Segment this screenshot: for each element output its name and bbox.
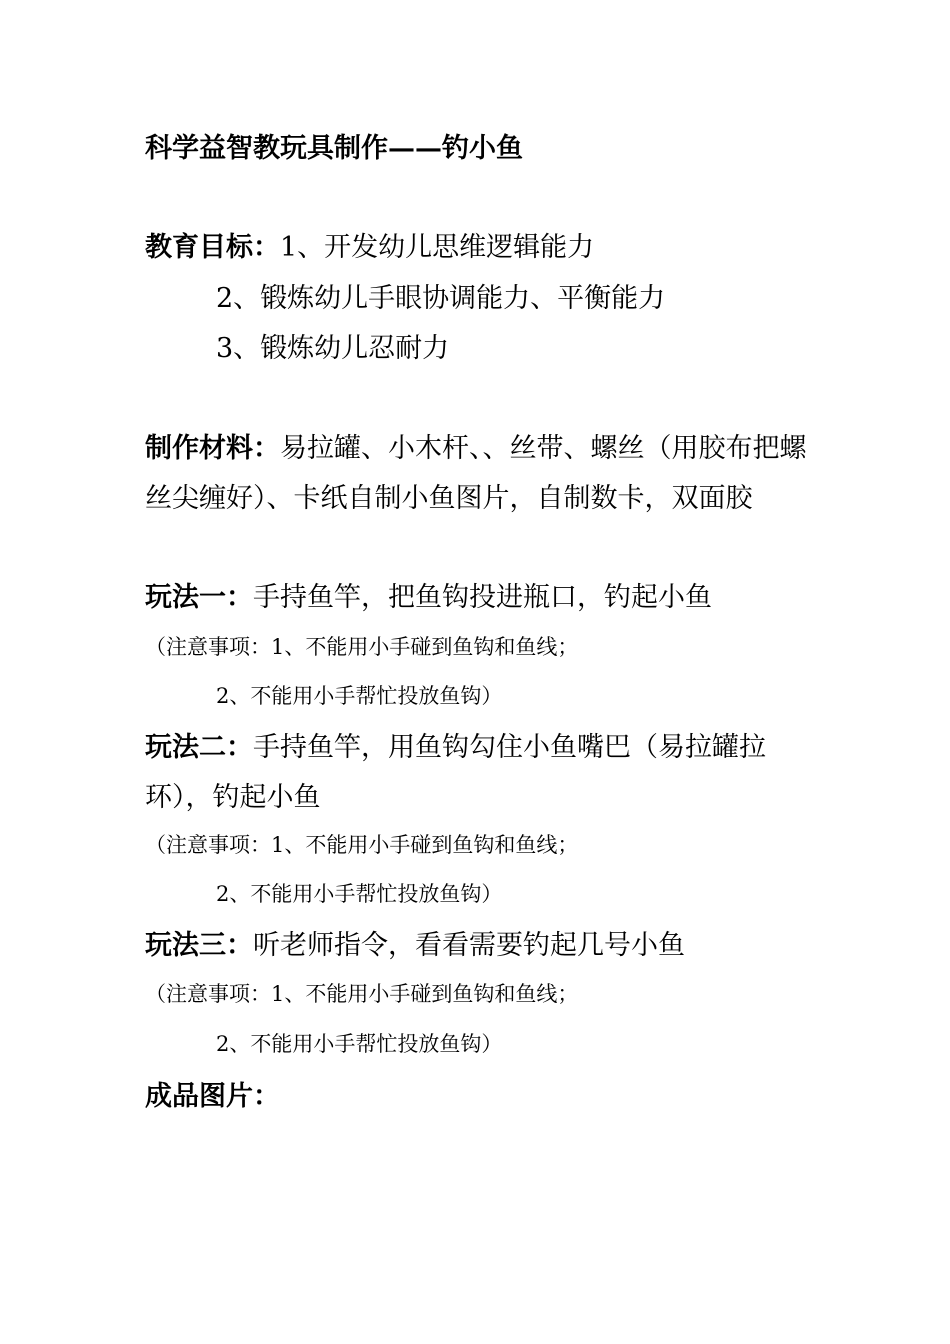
materials-line-1 [145,435,807,462]
goal-item-1: 1、开发幼儿思维逻辑能力 [280,232,595,263]
play2-label: 玩法二： [145,732,253,763]
materials-label: 制作材料： [145,433,280,464]
play1-note-1: （注意事项：1、不能用小手碰到鱼钩和鱼线； [145,635,579,659]
materials-text-2: 丝尖缠好）、卡纸自制小鱼图片，自制数卡，双面胶 [145,483,753,514]
play2-note-2: 2、不能用小手帮忙投放鱼钩） [216,882,503,906]
play3-label: 玩法三： [145,930,253,961]
goal-item-3: 3、锻炼幼儿忍耐力 [216,333,450,364]
play2-note-1: （注意事项：1、不能用小手碰到鱼钩和鱼线； [145,833,579,857]
play1-text: 手持鱼竿，把鱼钩投进瓶口，钓起小鱼 [253,582,712,613]
play1-label: 玩法一： [145,582,253,613]
play3-note-1: （注意事项：1、不能用小手碰到鱼钩和鱼线； [145,982,579,1006]
document-title: 科学益智教玩具制作——钓小鱼 [145,133,523,164]
play2-line-1 [145,734,766,761]
play1-note-2: 2、不能用小手帮忙投放鱼钩） [216,684,503,708]
product-line [145,1083,280,1110]
play1-line [145,584,712,611]
goal-item-2: 2、锻炼幼儿手眼协调能力、平衡能力 [216,283,666,314]
product-label: 成品图片： [145,1081,280,1112]
play3-text: 听老师指令，看看需要钓起几号小鱼 [253,930,685,961]
goals-label: 教育目标： [145,232,280,263]
play2-text-1: 手持鱼竿，用鱼钩勾住小鱼嘴巴（易拉罐拉 [253,732,766,763]
materials-text-1: 易拉罐、小木杆、、丝带、螺丝（用胶布把螺 [280,433,807,464]
play3-note-2: 2、不能用小手帮忙投放鱼钩） [216,1032,503,1056]
play2-text-2: 环），钓起小鱼 [145,782,321,813]
goals-line-1 [145,234,594,261]
play3-line [145,932,685,959]
